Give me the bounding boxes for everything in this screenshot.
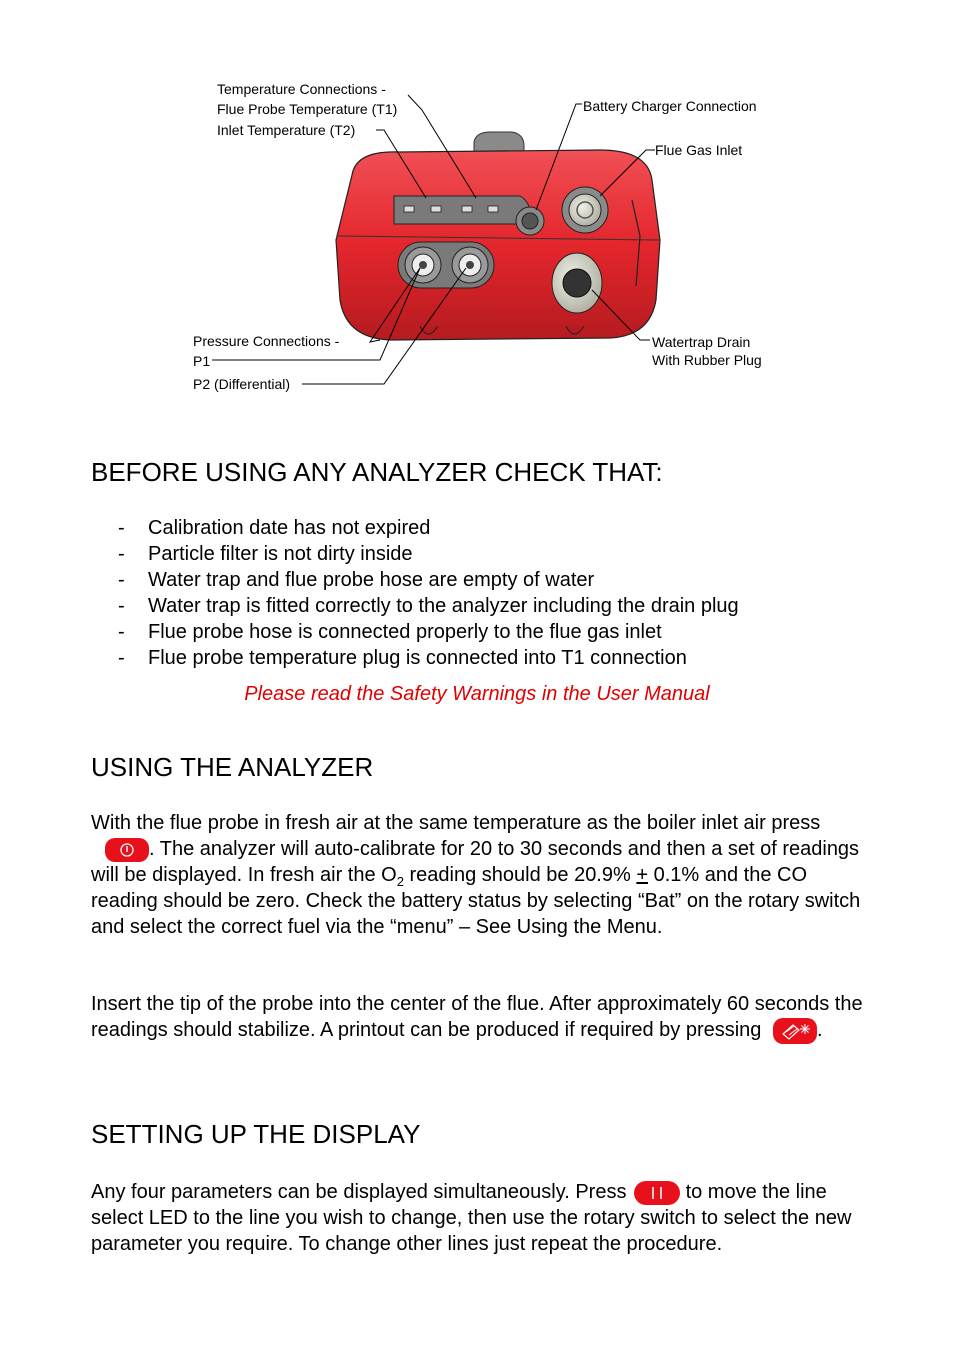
checklist-item: - Particle filter is not dirty inside — [118, 543, 413, 565]
paragraph-probe-insert: Insert the tip of the probe into the center of the flue. After approximately 60 seconds the readings should stabilize. A printout can be produced if required by pressing . — [91, 991, 871, 1044]
power-icon — [105, 838, 149, 862]
callout-p1: P1 — [193, 353, 211, 369]
line-select-button — [634, 1181, 680, 1205]
paragraph-using-analyzer: With the flue probe in fresh air at the same temperature as the boiler inlet air press . The analyzer will auto-calibrate for 20 to 30 seconds and then a set of readings will be displayed. In fresh air the $O_2$ reading should be 20.9% + 0.1% and the CO reading should be zero. Check the battery status by selecting “Bat” on the rotary switch and select the correct fuel via the “menu” – See Using the Menu. — [91, 812, 861, 938]
safety-warning: Please read the Safety Warnings in the User Manual — [244, 683, 710, 705]
paragraph-setting-display: Any four parameters can be displayed simultaneously. Press to move the line select LED to the line you wish to change, then use the rotary switch to select the new parameter you require. To change other lines just repeat the procedure. — [91, 1181, 852, 1255]
checklist-item: - Flue probe temperature plug is connected into T1 connection — [118, 647, 687, 669]
analyzer-diagram — [0, 0, 954, 410]
analyzer-illustration — [0, 0, 954, 410]
callout-pressure-connections: Pressure Connections - — [193, 333, 340, 349]
section-heading-setting-display: SETTING UP THE DISPLAY — [91, 1119, 421, 1149]
section-heading-using-analyzer: USING THE ANALYZER — [91, 752, 374, 782]
checklist — [118, 515, 739, 671]
callout-temperature-connections: Temperature Connections - — [217, 81, 386, 97]
callout-watertrap-drain: Watertrap Drain — [652, 334, 751, 350]
checklist-item: - Calibration date has not expired — [118, 517, 431, 539]
power-button — [105, 838, 149, 862]
section-heading-before-using: BEFORE USING ANY ANALYZER CHECK THAT: — [91, 457, 663, 487]
callout-flue-probe-temperature: Flue Probe Temperature (T1) — [217, 101, 398, 117]
checklist-item: - Water trap and flue probe hose are empty of water — [118, 569, 595, 591]
callout-watertrap-plug: With Rubber Plug — [652, 352, 762, 368]
callout-p2: P2 (Differential) — [193, 376, 291, 392]
checklist-item: - Flue probe hose is connected properly to the flue gas inlet — [118, 621, 662, 643]
checklist-item: - Water trap is fitted correctly to the analyzer including the drain plug — [118, 595, 739, 617]
callout-battery-charger: Battery Charger Connection — [583, 98, 757, 114]
print-button — [773, 1018, 817, 1044]
analyzer-body — [336, 150, 660, 340]
line-select-icon — [634, 1181, 680, 1205]
callout-flue-gas-inlet: Flue Gas Inlet — [655, 142, 743, 158]
callout-inlet-temperature: Inlet Temperature (T2) — [217, 122, 356, 138]
printer-icon — [773, 1018, 817, 1044]
